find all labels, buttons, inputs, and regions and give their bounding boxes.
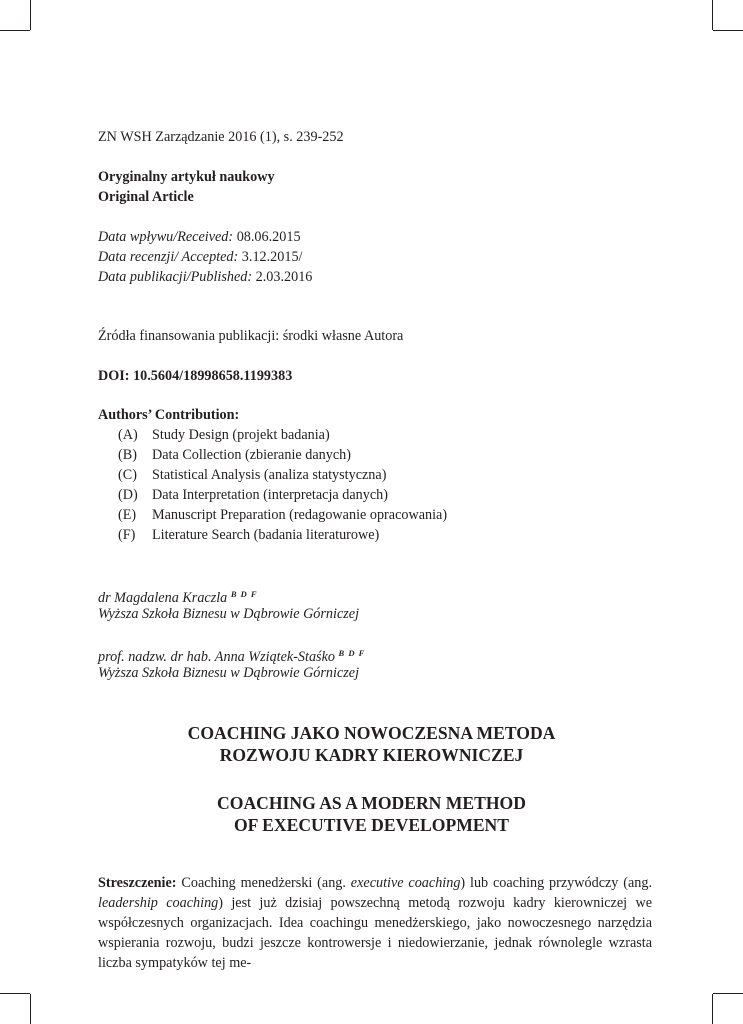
author-affiliation: Wyższa Szkoła Biznesu w Dąbrowie Górniczej	[98, 606, 360, 622]
crop-mark-bottom-right-h	[713, 993, 743, 994]
contribution-letter: (D)	[118, 487, 138, 503]
date-accepted-value: 3.12.2015/	[241, 249, 303, 265]
contribution-item	[118, 465, 386, 485]
abstract-text: ) lub coaching przywódczy (ang.	[460, 875, 653, 891]
title-pl-line-1: COACHING JAKO NOWOCZESNA METODA	[187, 723, 556, 743]
contribution-item	[118, 445, 351, 465]
date-accepted-label: Data recenzji/ Accepted:	[98, 249, 239, 265]
crop-mark-bottom-left-h	[0, 993, 30, 994]
abstract-text: Coaching menedżerski (ang.	[176, 875, 351, 891]
contribution-text: Statistical Analysis (analiza statystyczna)	[152, 467, 387, 483]
crop-mark-bottom-right	[712, 994, 713, 1024]
contribution-text: Manuscript Preparation (redagowanie opracowania)	[152, 507, 448, 523]
contribution-letter: (F)	[118, 527, 136, 543]
crop-mark-top-right-h	[713, 30, 743, 31]
abstract-text: ) jest już dzisiaj powszechną metodą rozwoju kadry kierowniczej we współczesnych organizacjach. Idea coachingu menedżerskiego, jako nowoczesnego narzędzia wspierania rozwoju, budzi jeszcze kontrowersje i niedowierzanie, jednak równolegle wzrasta liczba sympatyków tej me-	[98, 895, 652, 971]
contribution-text: Data Interpretation (interpretacja danych)	[152, 487, 388, 503]
abstract-label: Streszczenie:	[98, 875, 177, 891]
contribution-text: Data Collection (zbieranie danych)	[152, 447, 351, 463]
abstract-term: executive coaching	[350, 875, 461, 891]
title-en-line-2: OF EXECUTIVE DEVELOPMENT	[233, 815, 509, 835]
author-name-text: dr Magdalena Kraczla	[98, 590, 228, 606]
abstract	[98, 873, 652, 973]
date-received-value: 08.06.2015	[236, 229, 301, 245]
date-published-value: 2.03.2016	[255, 269, 313, 285]
contribution-item	[118, 425, 330, 445]
crop-mark-bottom-left	[30, 994, 31, 1024]
funding-source: Źródła finansowania publikacji: środki własne Autora	[98, 328, 404, 344]
abstract-term: leadership coaching	[98, 895, 219, 911]
contribution-item	[118, 525, 379, 545]
contribution-text: Study Design (projekt badania)	[152, 427, 330, 443]
contribution-letter: (E)	[118, 507, 137, 523]
title-pl-line-2: ROZWOJU KADRY KIEROWNICZEJ	[219, 745, 524, 765]
contribution-letter: (B)	[118, 447, 137, 463]
contribution-text: Literature Search (badania literaturowe)	[152, 527, 380, 543]
article-type-pl: Oryginalny artykuł naukowy	[98, 169, 275, 185]
contribution-item	[118, 505, 447, 525]
doi: DOI: 10.5604/18998658.1199383	[98, 368, 293, 384]
contribution-item	[118, 485, 388, 505]
author-affiliation: Wyższa Szkoła Biznesu w Dąbrowie Górniczej	[98, 665, 360, 681]
date-received-label: Data wpływu/Received:	[98, 229, 234, 245]
date-accepted	[98, 247, 303, 267]
author-contribution-marks: B D F	[338, 648, 366, 658]
crop-mark-top-left-h	[0, 30, 30, 31]
author-name-text: prof. nadzw. dr hab. Anna Wziątek-Staśko	[98, 649, 335, 665]
crop-mark-top-right	[712, 0, 713, 30]
contribution-letter: (A)	[118, 427, 138, 443]
article-type-en: Original Article	[98, 189, 194, 205]
author-contribution-marks: B D F	[230, 589, 258, 599]
journal-reference: ZN WSH Zarządzanie 2016 (1), s. 239-252	[98, 129, 344, 145]
title-en-line-1: COACHING AS A MODERN METHOD	[217, 793, 526, 813]
crop-mark-top-left	[30, 0, 31, 30]
date-published	[98, 267, 312, 287]
contribution-letter: (C)	[118, 467, 137, 483]
date-published-label: Data publikacji/Published:	[98, 269, 253, 285]
date-received	[98, 227, 301, 247]
abstract-paragraph	[98, 873, 652, 973]
contribution-heading: Authors’ Contribution:	[98, 407, 240, 423]
